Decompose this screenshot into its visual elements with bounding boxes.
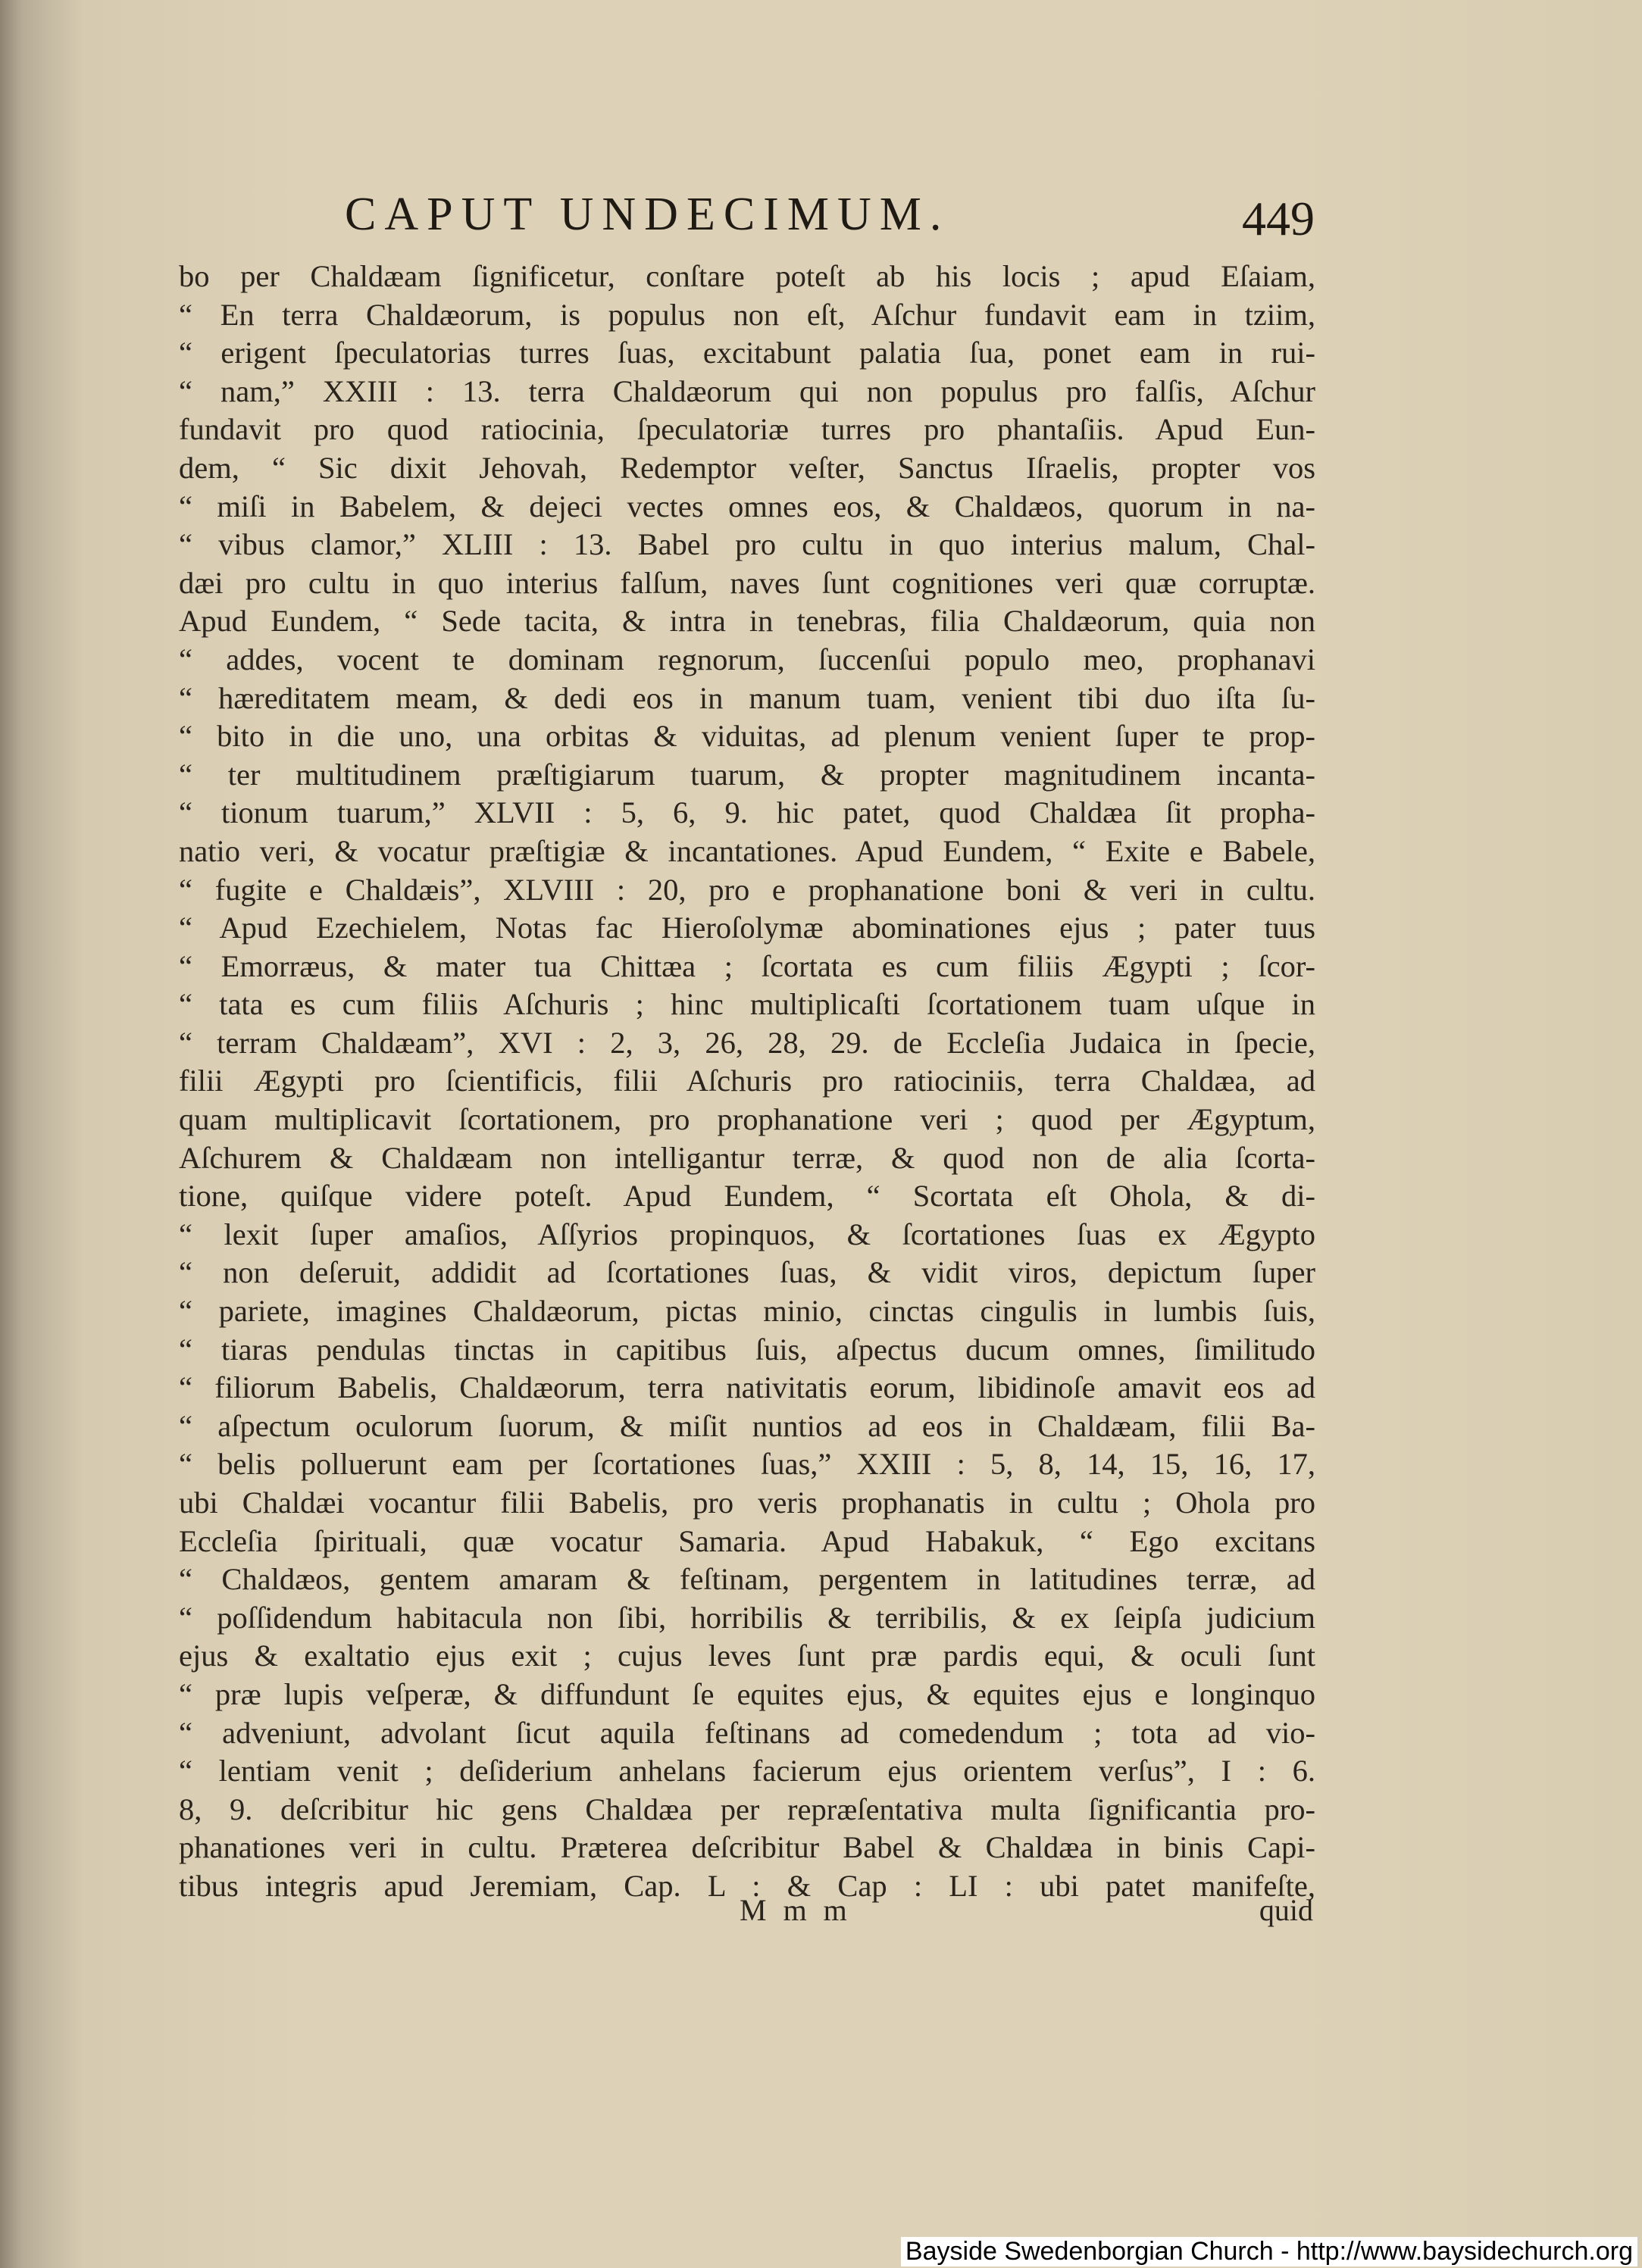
text-line: “ En terra Chaldæorum, is populus non eſt, Aſchur fundavit eam in tziim,: [179, 297, 1315, 332]
text-line: dæi pro cultu in quo interius falſum, naves ſunt cognitiones veri quæ corruptæ.: [179, 565, 1315, 600]
running-title: CAPUT UNDECIMUM.: [345, 189, 950, 240]
watermark-text: Bayside Swedenborgian Church - http://www.baysidechurch.org: [901, 2237, 1637, 2266]
text-line: “ aſpectum oculorum ſuorum, & miſit nuntios ad eos in Chaldæam, filii Ba-: [179, 1408, 1315, 1443]
text-line: “ addes, vocent te dominam regnorum, ſuccenſui populo meo, prophanavi: [179, 642, 1315, 676]
text-line: “ ter multitudinem præſtigiarum tuarum, & propter magnitudinem incanta-: [179, 757, 1315, 792]
text-line: ubi Chaldæi vocantur filii Babelis, pro veris prophanatis in cultu ; Ohola pro: [179, 1485, 1315, 1520]
text-line: “ vibus clamor,” XLIII : 13. Babel pro cultu in quo interius malum, Chal-: [179, 527, 1315, 562]
page-number: 449: [1242, 192, 1315, 245]
text-line: bo per Chaldæam ſignificetur, conſtare poteſt ab his locis ; apud Eſaiam,: [179, 259, 1315, 293]
text-line: “ tiaras pendulas tinctas in capitibus ſuis, aſpectus ducum omnes, ſimilitudo: [179, 1332, 1315, 1367]
text-line: “ nam,” XXIII : 13. terra Chaldæorum qui non populus pro falſis, Aſchur: [179, 373, 1315, 408]
page-header: [345, 188, 1315, 248]
text-line: “ belis polluerunt eam per ſcortationes ſuas,” XXIII : 5, 8, 14, 15, 16, 17,: [179, 1447, 1315, 1482]
body-text: [179, 258, 1315, 1906]
text-line: “ præ lupis veſperæ, & diffundunt ſe equites ejus, & equites ejus e longinquo: [179, 1676, 1315, 1711]
text-line: “ tata es cum filiis Aſchuris ; hinc multiplicaſti ſcortationem tuam uſque in: [179, 987, 1315, 1022]
text-line: “ adveniunt, advolant ſicut aquila feſtinans ad comedendum ; tota ad vio-: [179, 1715, 1315, 1750]
text-line: “ Chaldæos, gentem amaram & feſtinam, pergentem in latitudines terræ, ad: [179, 1562, 1315, 1597]
text-line: Eccleſia ſpirituali, quæ vocatur Samaria. Apud Habakuk, “ Ego excitans: [179, 1523, 1315, 1558]
text-line: Apud Eundem, “ Sede tacita, & intra in tenebras, filia Chaldæorum, quia non: [179, 604, 1315, 639]
text-line: filii Ægypti pro ſcientificis, filii Aſchuris pro ratiociniis, terra Chaldæa, ad: [179, 1064, 1315, 1098]
text-line: “ miſi in Babelem, & dejeci vectes omnes eos, & Chaldæos, quorum in na-: [179, 489, 1315, 523]
text-line: Aſchurem & Chaldæam non intelligantur terræ, & quod non de alia ſcorta-: [179, 1140, 1315, 1175]
text-line: “ lentiam venit ; deſiderium anhelans facierum ejus orientem verſus”, I : 6.: [179, 1754, 1315, 1788]
catchword: quid: [1259, 1893, 1313, 1927]
text-line: “ filiorum Babelis, Chaldæorum, terra nativitatis eorum, libidinoſe amavit eos ad: [179, 1370, 1315, 1405]
signature-mark: M m m: [740, 1893, 852, 1927]
text-line: “ erigent ſpeculatorias turres ſuas, excitabunt palatia ſua, ponet eam in rui-: [179, 336, 1315, 370]
text-line: “ hæreditatem meam, & dedi eos in manum tuam, venient tibi duo iſta ſu-: [179, 680, 1315, 715]
text-line: “ non deſeruit, addidit ad ſcortationes ſuas, & vidit viros, depictum ſuper: [179, 1255, 1315, 1290]
text-line: fundavit pro quod ratiocinia, ſpeculatoriæ turres pro phantaſiis. Apud Eun-: [179, 412, 1315, 447]
text-line: dem, “ Sic dixit Jehovah, Redemptor veſter, Sanctus Iſraelis, propter vos: [179, 450, 1315, 485]
text-line: “ Apud Ezechielem, Notas fac Hieroſolymæ abominationes ejus ; pater tuus: [179, 911, 1315, 945]
text-line: 8, 9. deſcribitur hic gens Chaldæa per repræſentativa multa ſignificantia pro-: [179, 1792, 1315, 1826]
text-line: “ terram Chaldæam”, XVI : 2, 3, 26, 28, 29. de Eccleſia Judaica in ſpecie,: [179, 1025, 1315, 1060]
text-line: tione, quiſque videre poteſt. Apud Eundem, “ Scortata eſt Ohola, & di-: [179, 1179, 1315, 1214]
text-line: ejus & exaltatio ejus exit ; cujus leves ſunt præ pardis equi, & oculi ſunt: [179, 1639, 1315, 1673]
text-line: “ pariete, imagines Chaldæorum, pictas minio, cinctas cingulis in lumbis ſuis,: [179, 1294, 1315, 1329]
text-line: “ poſſidendum habitacula non ſibi, horribilis & terribilis, & ex ſeipſa judicium: [179, 1600, 1315, 1635]
text-line: “ Emorræus, & mater tua Chittæa ; ſcortata es cum filiis Ægypti ; ſcor-: [179, 948, 1315, 983]
text-line: natio veri, & vocatur præſtigiæ & incantationes. Apud Eundem, “ Exite e Babele,: [179, 833, 1315, 868]
text-line: “ tionum tuarum,” XLVII : 5, 6, 9. hic patet, quod Chaldæa ſit propha-: [179, 795, 1315, 830]
text-line: “ fugite e Chaldæis”, XLVIII : 20, pro e prophanatione boni & veri in cultu.: [179, 872, 1315, 907]
text-line: tibus integris apud Jeremiam, Cap. L : & Cap : LI : ubi patet manifeſte,: [179, 1868, 1315, 1903]
text-line: “ lexit ſuper amaſios, Aſſyrios propinquos, & ſcortationes ſuas ex Ægypto: [179, 1217, 1315, 1251]
text-line: quam multiplicavit ſcortationem, pro prophanatione veri ; quod per Ægyptum,: [179, 1102, 1315, 1137]
text-line: “ bito in die uno, una orbitas & viduitas, ad plenum venient ſuper te prop-: [179, 719, 1315, 754]
text-line: phanationes veri in cultu. Præterea deſcribitur Babel & Chaldæa in binis Capi-: [179, 1830, 1315, 1865]
